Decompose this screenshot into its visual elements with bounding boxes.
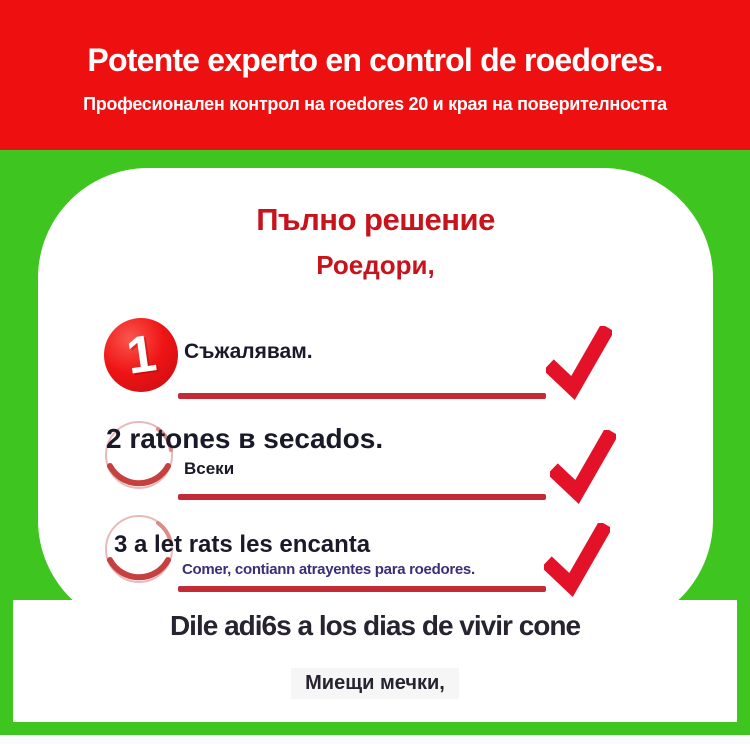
footer-banner (13, 600, 737, 722)
item-2-title: 2 ratones в secados. (106, 423, 384, 454)
card-title: Пълно решение (256, 202, 495, 237)
card-subtitle: Роедори, (316, 250, 435, 280)
item-2-subtitle: Всеки (184, 459, 235, 478)
number-1-badge-icon (104, 318, 178, 392)
header-subtitle: Професионален контрол на roedores 20 и края на поверителността (83, 94, 667, 114)
item-3-title: 3 a let rats les encanta (114, 531, 371, 558)
item-3-underline (178, 586, 546, 592)
item-1-title: Съжалявам. (184, 340, 313, 363)
check-icon (550, 430, 616, 506)
item-2-underline (178, 494, 546, 500)
check-icon (544, 523, 610, 599)
item-1-underline (178, 393, 546, 399)
footer-subtitle (13, 668, 737, 699)
bottom-margin (0, 735, 750, 744)
header-title: Potente experto en control de roedores. (87, 42, 663, 78)
badge-number: 1 (122, 324, 160, 386)
green-bottom-strip (0, 722, 750, 735)
footer-title: Dile adi6s a los dias de vivir cone (169, 610, 581, 641)
solution-card (38, 168, 713, 630)
footer-subtitle-text: Миещи мечки, (291, 668, 459, 699)
header-banner (0, 0, 750, 150)
item-3-subtitle: Comer, contiann atrayentes para roedores. (182, 561, 475, 578)
check-icon (546, 326, 612, 402)
